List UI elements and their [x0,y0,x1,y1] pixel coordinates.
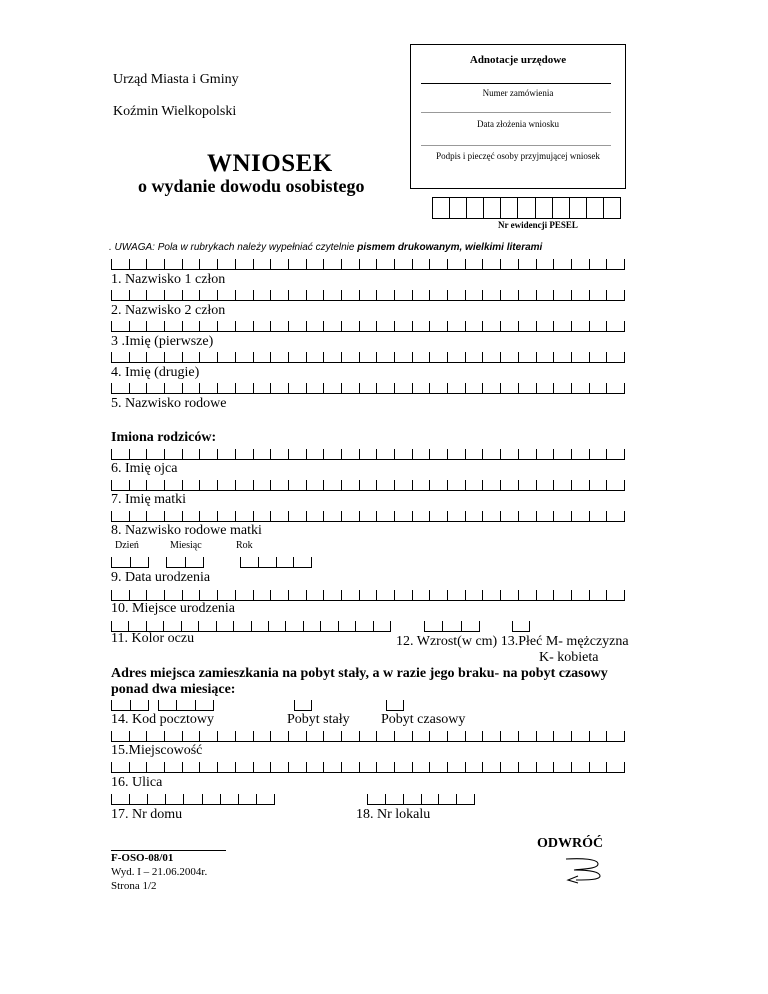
pesel-input[interactable] [432,197,621,219]
surname-part2-input[interactable] [111,290,625,301]
annotations-title: Adnotacje urzędowe [469,54,567,66]
city-label: 15.Miejscowość [111,743,203,758]
birth-date-label: 9. Data urodzenia [111,570,211,585]
house-number-label: 17. Nr domu [111,807,183,822]
year-label: Rok [236,540,253,551]
mother-family-name-input[interactable] [111,511,625,522]
flat-number-input[interactable] [367,794,475,805]
father-name-label: 6. Imię ojca [111,461,178,476]
form-edition: Wyd. I – 21.06.2004r. [111,866,208,878]
permanent-residence-label: Pobyt stały [287,712,350,727]
submission-date-label: Data złożenia wniosku [477,119,559,129]
surname-part1-label: 1. Nazwisko 1 człon [111,272,226,287]
turn-over-label: ODWRÓĆ [537,836,604,851]
month-label: Miesiąc [170,540,202,551]
order-number-label: Numer zamówienia [482,88,554,98]
sex-input[interactable] [512,621,530,632]
parents-heading: Imiona rodziców: [111,430,217,445]
flat-number-label: 18. Nr lokalu [356,807,431,822]
note-emphasis: pismem drukowanym, wielkimi literami [357,242,543,253]
note-text: . UWAGA: Pola w rubrykach należy wypełniać czytelnie [109,242,358,253]
signature-label: Podpis i pieczęć osoby przyjmującej wniosek [436,151,600,161]
temporary-residence-input[interactable] [386,700,404,711]
form-title: WNIOSEK [207,150,333,177]
eye-color-label: 11. Kolor oczu [111,631,195,646]
postal-code-part2-input[interactable] [158,700,214,711]
office-name: Urząd Miasta i Gminy [113,72,239,87]
second-name-label: 4. Imię (drugie) [111,365,200,380]
postal-code-label: 14. Kod pocztowy [111,712,215,727]
father-name-input[interactable] [111,449,625,460]
family-name-input[interactable] [111,383,625,394]
height-input[interactable] [424,621,480,632]
birth-day-input[interactable] [111,557,149,568]
first-name-label: 3 .Imię (pierwsze) [111,334,214,349]
office-city: Koźmin Wielkopolski [113,104,237,119]
form-subtitle: o wydanie dowodu osobistego [138,176,365,196]
first-name-input[interactable] [111,321,625,332]
second-name-input[interactable] [111,352,625,363]
page-number: Strona 1/2 [111,880,157,892]
birth-month-input[interactable] [166,557,204,568]
sex-female-label: K- kobieta [539,650,599,665]
family-name-label: 5. Nazwisko rodowe [111,396,227,411]
mother-name-input[interactable] [111,480,625,491]
official-annotations-box [410,44,626,189]
mother-family-name-label: 8. Nazwisko rodowe matki [111,523,262,538]
temporary-residence-label: Pobyt czasowy [381,712,466,727]
city-input[interactable] [111,731,625,742]
surname-part1-input[interactable] [111,259,625,270]
turn-over-arrow-icon[interactable] [562,856,604,884]
birth-place-label: 10. Miejsce urodzenia [111,601,236,616]
mother-name-label: 7. Imię matki [111,492,187,507]
address-heading: Adres miejsca zamieszkania na pobyt stały, a w razie jego braku- na pobyt czasowy ponad dwa miesiące: [111,666,608,697]
surname-part2-label: 2. Nazwisko 2 człon [111,303,226,318]
postal-code-part1-input[interactable] [111,700,149,711]
street-input[interactable] [111,762,625,773]
birth-year-input[interactable] [240,557,312,568]
permanent-residence-input[interactable] [294,700,312,711]
street-label: 16. Ulica [111,775,163,790]
house-number-input[interactable] [111,794,275,805]
instructions-note [109,242,542,253]
height-sex-label: 12. Wzrost(w cm) 13.Płeć M- mężczyzna [396,634,629,649]
form-code: F-OSO-08/01 [111,852,174,864]
day-label: Dzień [115,540,139,551]
birth-place-input[interactable] [111,590,625,601]
pesel-label: Nr ewidencji PESEL [498,220,578,230]
